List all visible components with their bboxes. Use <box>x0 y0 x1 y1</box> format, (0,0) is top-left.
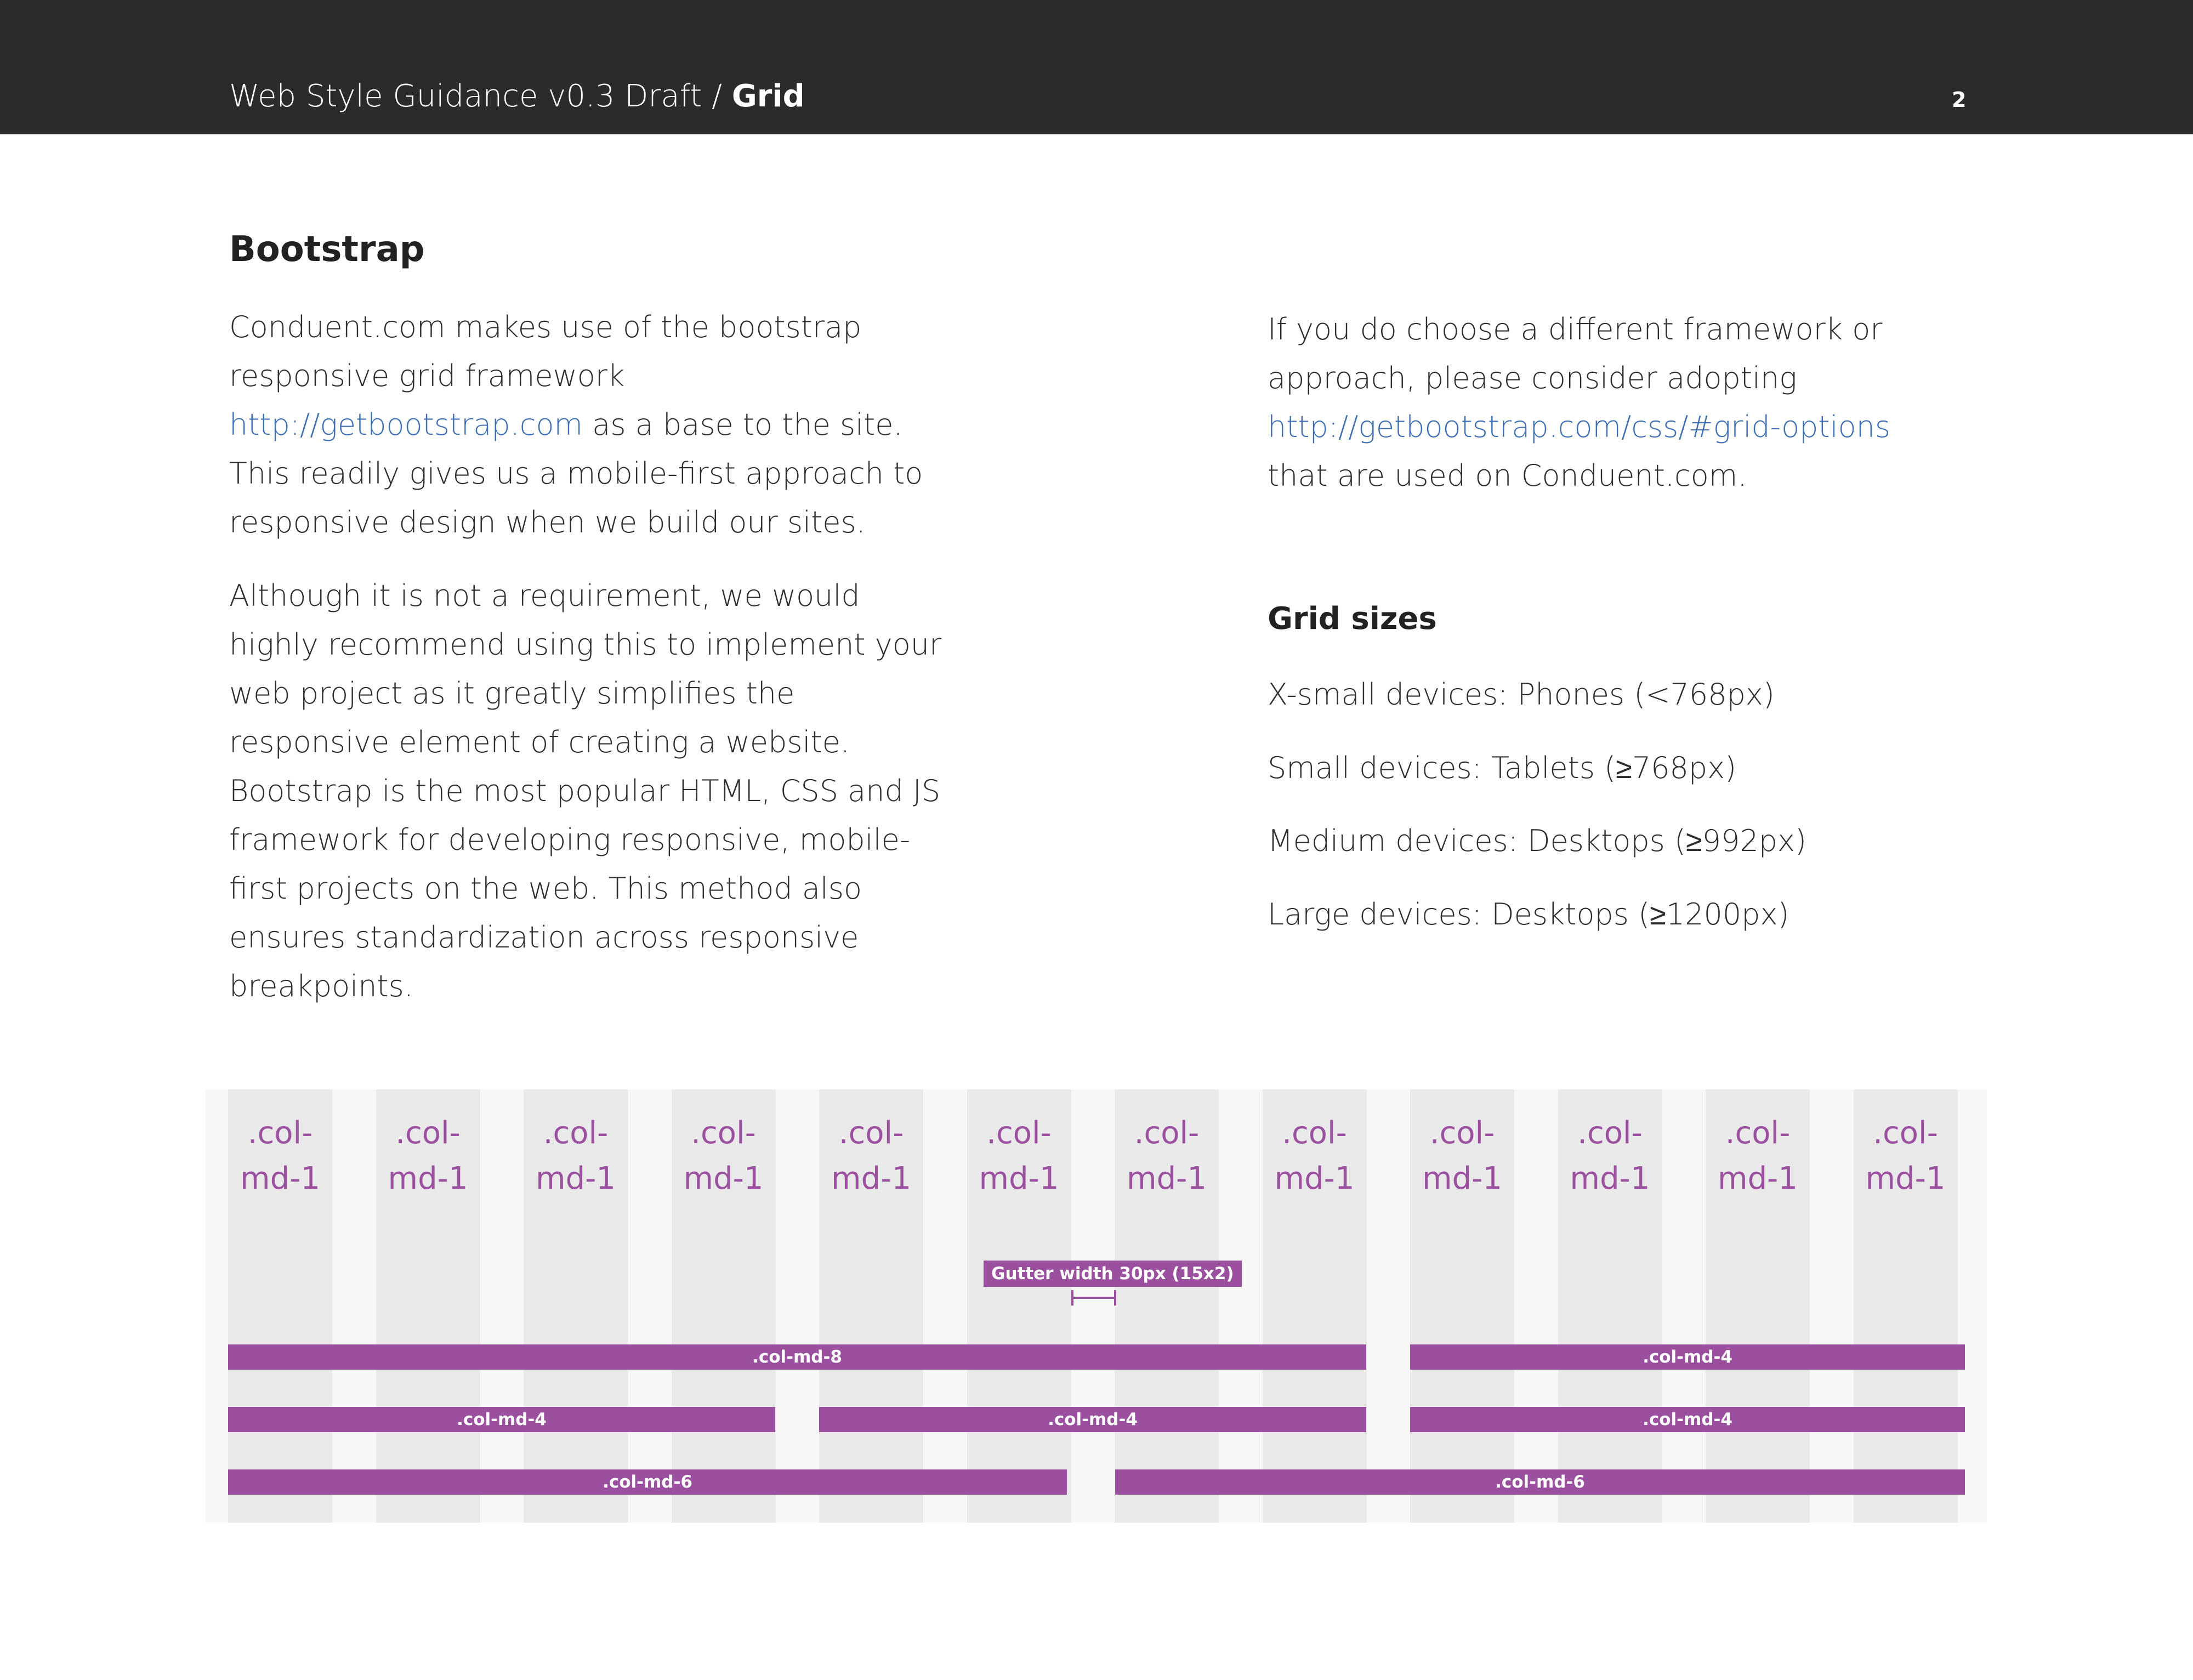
alternative-framework-paragraph: If you do choose a different framework or approach, please consider adopting http://getbootstrap.com/css/#grid-options that are used on Conduent.com. <box>1268 312 1890 493</box>
document-title-text: Web Style Guidance v0.3 Draft / <box>229 78 732 114</box>
grid-column-label: .col- md-1 <box>1274 1115 1355 1196</box>
span-col-md-4: .col-md-4 <box>228 1407 775 1432</box>
bootstrap-link[interactable]: http://getbootstrap.com <box>229 407 583 442</box>
grid-column-label: .col- md-1 <box>240 1115 320 1196</box>
grid-diagram <box>205 1089 1987 1523</box>
page-header-bar <box>0 0 2193 134</box>
section-heading: Bootstrap <box>229 229 425 270</box>
grid-column-label: .col- md-1 <box>1570 1115 1650 1196</box>
grid-column-6 <box>967 1089 1071 1523</box>
grid-column-label: .col- md-1 <box>1127 1115 1207 1196</box>
span-col-md-4: .col-md-4 <box>819 1407 1366 1432</box>
grid-column-12 <box>1854 1089 1958 1523</box>
span-col-md-4: .col-md-4 <box>1410 1344 1965 1370</box>
grid-column-7 <box>1115 1089 1219 1523</box>
grid-column-8 <box>1263 1089 1367 1523</box>
section-name: Grid <box>731 78 805 114</box>
grid-column-3 <box>524 1089 628 1523</box>
recommendation-paragraph: Although it is not a requirement, we would highly recommend using this to implement your web project as it greatly simplifies the responsive element of creating a website. Bootstrap is the most popular HTML, CSS and JS framework for developing responsive, mobile-first projects on the web. This method also ensures standardization across responsive breakpoints. <box>229 578 942 1003</box>
grid-column-label: .col- md-1 <box>683 1115 764 1196</box>
span-col-md-6: .col-md-6 <box>228 1469 1067 1495</box>
grid-column-label: .col- md-1 <box>979 1115 1059 1196</box>
grid-column-1 <box>228 1089 332 1523</box>
gutter-tick-right <box>1114 1290 1116 1306</box>
grid-column-10 <box>1558 1089 1662 1523</box>
grid-size-xsmall: X-small devices: Phones (<768px) <box>1268 677 1775 712</box>
grid-column-label: .col- md-1 <box>388 1115 468 1196</box>
grid-column-label: .col- md-1 <box>1422 1115 1502 1196</box>
grid-column-label: .col- md-1 <box>536 1115 616 1196</box>
document-title <box>229 78 805 114</box>
page-number: 2 <box>1952 88 1967 112</box>
span-col-md-6: .col-md-6 <box>1115 1469 1965 1495</box>
grid-column-label: .col- md-1 <box>1718 1115 1798 1196</box>
gutter-width-indicator <box>1071 1297 1116 1299</box>
grid-sizes-heading: Grid sizes <box>1268 601 1437 637</box>
grid-column-11 <box>1706 1089 1810 1523</box>
grid-column-5 <box>819 1089 923 1523</box>
grid-size-large: Large devices: Desktops (≥1200px) <box>1268 897 1789 932</box>
grid-size-medium: Medium devices: Desktops (≥992px) <box>1268 824 1807 858</box>
grid-column-9 <box>1410 1089 1514 1523</box>
span-col-md-4: .col-md-4 <box>1410 1407 1965 1432</box>
grid-options-link[interactable]: http://getbootstrap.com/css/#grid-options <box>1268 410 1890 444</box>
grid-size-small: Small devices: Tablets (≥768px) <box>1268 751 1737 785</box>
grid-column-4 <box>672 1089 776 1523</box>
grid-column-label: .col- md-1 <box>1865 1115 1946 1196</box>
gutter-tick-left <box>1071 1290 1073 1306</box>
grid-column-2 <box>376 1089 480 1523</box>
span-col-md-8: .col-md-8 <box>228 1344 1366 1370</box>
grid-column-label: .col- md-1 <box>831 1115 911 1196</box>
intro-paragraph: Conduent.com makes use of the bootstrap responsive grid framework http://getbootstrap.com as a base to the site. This readily gives us a mobile-first approach to responsive design when we build our sites. <box>229 310 923 540</box>
gutter-width-label: Gutter width 30px (15x2) <box>984 1261 1242 1287</box>
